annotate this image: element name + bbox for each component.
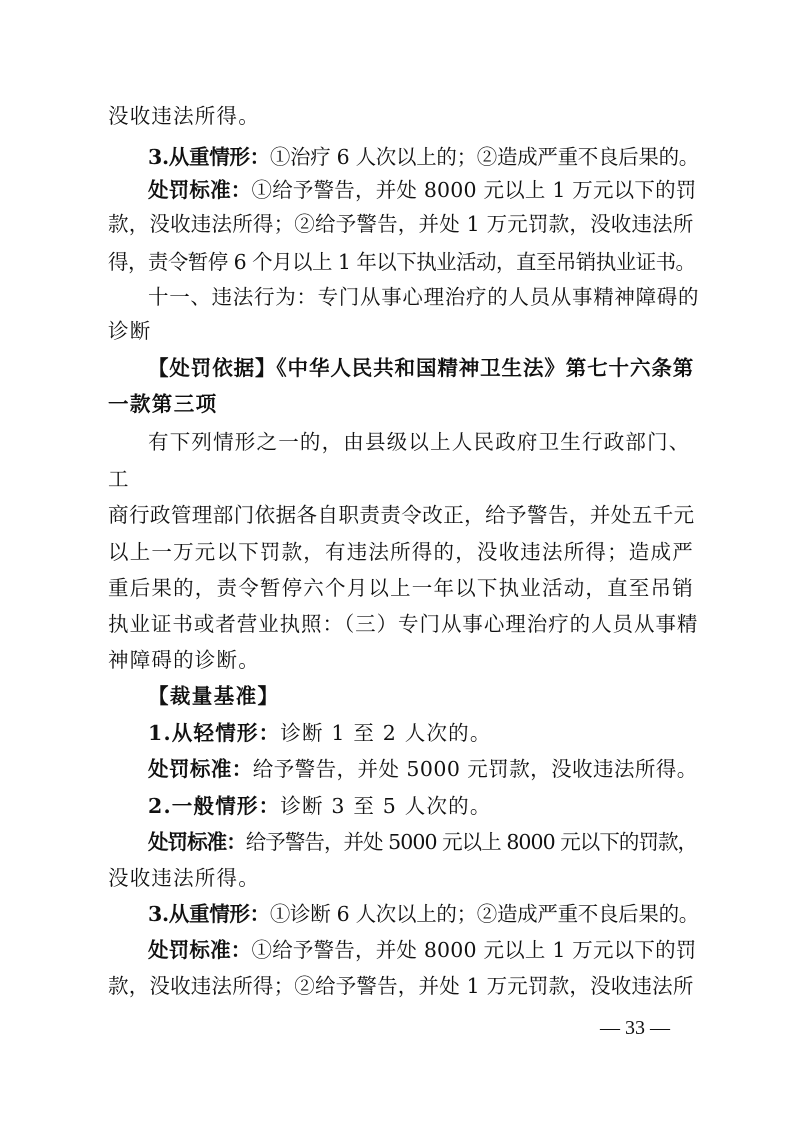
text-line [148, 285, 699, 309]
line-text: ①给予警告，并处 8000 元以上 1 万元以下的罚 [251, 178, 697, 202]
line-text: 工 [108, 467, 130, 491]
text-line [108, 540, 694, 564]
text-line [108, 250, 696, 274]
text-line [108, 104, 260, 128]
line-text: 重后果的，责令暂停六个月以上一年以下执业活动，直至吊销 [108, 576, 694, 600]
text-line [108, 212, 694, 236]
text-line [148, 794, 492, 818]
line-text: 款，没收违法所得；②给予警告，并处 1 万元罚款，没收违法所 [108, 212, 694, 236]
line-text: 商行政管理部门依据各自职责责令改正，给予警告，并处五千元 [108, 503, 695, 527]
text-line [148, 830, 697, 854]
line-text: 有下列情形之一的，由县级以上人民政府卫生行政部门、 [148, 430, 691, 454]
line-text: 诊断 [108, 319, 152, 343]
text-line [148, 721, 492, 745]
text-line [148, 902, 699, 926]
line-label: 1.从轻情形： [148, 721, 281, 745]
line-text: ①诊断 6 人次以上的；②造成严重不良后果的。 [269, 902, 699, 926]
line-text: 【处罚依据】《中华人民共和国精神卫生法》第七十六条第 [148, 356, 695, 380]
text-line [108, 319, 151, 343]
section-heading [108, 392, 218, 416]
line-label: 处罚标准： [148, 178, 252, 202]
text-line [108, 503, 695, 527]
text-line [148, 178, 696, 202]
page-number: — 33 — [600, 1017, 670, 1039]
line-text: 给予警告，并处 5000 元罚款，没收违法所得。 [252, 757, 698, 781]
text-line [148, 145, 699, 169]
line-text: 执业证书或者营业执照：（三）专门从事心理治疗的人员从事精 [108, 612, 699, 636]
text-line [108, 612, 698, 636]
line-label: 处罚标准： [148, 830, 246, 854]
line-text: 诊断 3 至 5 人次的。 [280, 794, 492, 818]
line-text: 得，责令暂停 6 个月以上 1 年以下执业活动，直至吊销执业证书。 [108, 250, 696, 274]
line-text: 给予警告，并处 5000 元以上 8000 元以下的罚款， [245, 830, 698, 854]
line-label: 处罚标准： [148, 938, 252, 962]
line-label: 3.从重情形： [148, 145, 270, 169]
line-text: 神障碍的诊断。 [108, 648, 260, 672]
text-line [148, 430, 691, 454]
text-line [108, 866, 260, 890]
text-line [108, 467, 130, 491]
text-line [148, 757, 698, 781]
line-text: 十一、违法行为：专门从事心理治疗的人员从事精神障碍的 [148, 285, 700, 309]
line-text: 没收违法所得。 [108, 866, 260, 890]
line-text: ①给予警告，并处 8000 元以上 1 万元以下的罚 [251, 938, 697, 962]
section-heading [148, 684, 279, 708]
line-text: 一款第三项 [108, 392, 218, 416]
line-label: 处罚标准： [148, 757, 253, 781]
text-line [148, 938, 696, 962]
line-label: 2.一般情形： [148, 794, 281, 818]
line-text: 以上一万元以下罚款，有违法所得的，没收违法所得；造成严 [108, 540, 694, 564]
text-line [108, 974, 694, 998]
text-line [108, 576, 694, 600]
section-heading [148, 356, 694, 380]
line-label: 3.从重情形： [148, 902, 270, 926]
line-text: 【裁量基准】 [148, 684, 280, 708]
line-text: ①治疗 6 人次以上的；②造成严重不良后果的。 [269, 145, 699, 169]
line-text: 诊断 1 至 2 人次的。 [280, 721, 492, 745]
line-text: 款，没收违法所得；②给予警告，并处 1 万元罚款，没收违法所 [108, 974, 694, 998]
text-line [108, 648, 260, 672]
line-text: 没收违法所得。 [108, 104, 260, 128]
